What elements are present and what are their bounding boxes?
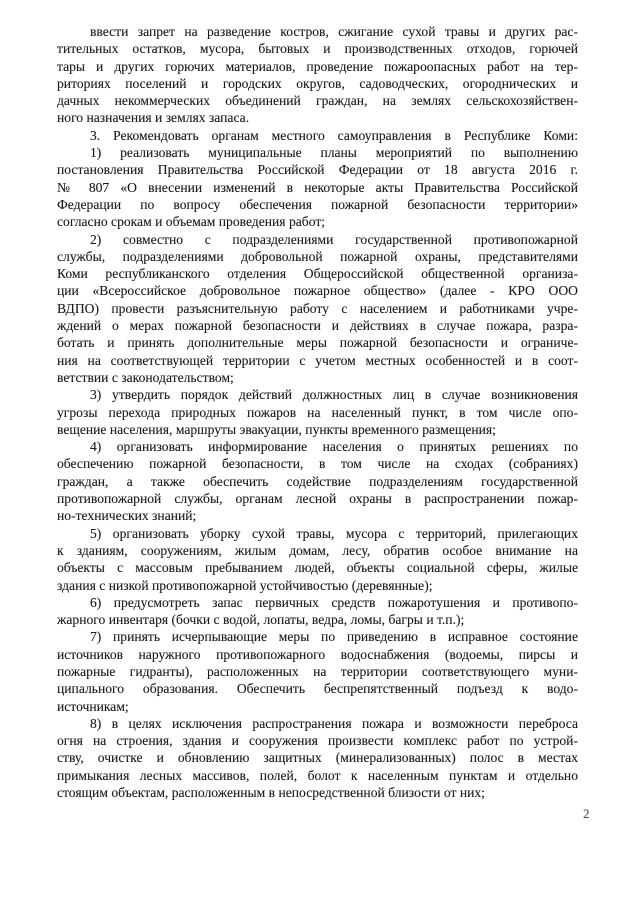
text-line: риториях поселений и городских округов, садоводческих, огороднических и	[57, 75, 578, 91]
text-line: вещение населения, маршруты эвакуации, пункты временного размещения;	[57, 421, 496, 437]
text-line: ству, очистке и обновлению защитных (минерализованных) полос в местах	[57, 750, 578, 766]
paragraph	[57, 144, 578, 230]
text-line: угрозы перехода природных пожаров на населенный пункт, в том числе опо-	[57, 404, 578, 420]
text-line: Федерации по вопросу обеспечения пожарной безопасности территории»	[57, 196, 578, 212]
text-line: примыкания лесных массивов, полей, болот к населенным пунктам и отдельно	[57, 767, 578, 783]
text-line: противопожарной службы, органам лесной охраны в распространении пожар-	[57, 491, 578, 507]
text-line: 2) совместно с подразделениями государственной противопожарной	[90, 231, 578, 247]
text-line: объекты с массовым пребыванием людей, объекты социальной сферы, жилые	[57, 560, 578, 576]
paragraph	[57, 231, 578, 387]
text-line: стоящим объектам, расположенным в непосредственной близости от них;	[57, 785, 485, 801]
text-line: № 807 «О внесении изменений в некоторые акты Правительства Российской	[57, 179, 578, 195]
text-line: 5) организовать уборку сухой травы, мусора с территорий, прилегающих	[90, 525, 578, 541]
text-line: ния на соответствующей территории с учетом местных особенностей и в соот-	[57, 352, 578, 368]
text-line: но-технических знаний;	[57, 508, 197, 524]
text-line: ботать и принять дополнительные меры пожарной безопасности и ограниче-	[57, 335, 578, 351]
paragraph	[57, 715, 578, 801]
text-line: 3. Рекомендовать органам местного самоуправления в Республике Коми:	[90, 127, 578, 143]
text-line: дачных некоммерческих объединений граждан, на землях сельскохозяйствен-	[57, 93, 578, 109]
text-line: источников наружного противопожарного водоснабжения (водоемы, пирсы и	[57, 646, 578, 662]
text-line: граждан, а также обеспечить содействие подразделениям государственной	[57, 473, 578, 489]
text-line: обеспечению пожарной безопасности, в том числе на сходах (собраниях)	[57, 456, 578, 472]
paragraph	[57, 628, 578, 714]
text-line: пожарные гидранты), расположенных на территории соответствующего муни-	[57, 663, 578, 679]
text-line: ввести запрет на разведение костров, сжигание сухой травы и других рас-	[90, 24, 578, 39]
text-line: 4) организовать информирование населения о принятых решениях по	[90, 439, 578, 455]
paragraph	[57, 438, 578, 524]
text-line: ципального образования. Обеспечить беспрепятственный подъезд к водо-	[57, 681, 578, 697]
text-line: 6) предусмотреть запас первичных средств пожаротушения и противопо-	[90, 594, 578, 610]
text-line: ного назначения и землях запаса.	[57, 110, 250, 126]
document-body	[57, 23, 578, 801]
text-line: ветствии с законодательством;	[57, 369, 234, 385]
text-line: здания с низкой противопожарной устойчивостью (деревянные);	[57, 577, 433, 593]
text-line: жарного инвентаря (бочки с водой, лопаты, ведра, ломы, багры и т.п.);	[57, 612, 465, 628]
text-line: 7) принять исчерпывающие меры по приведению в исправное состояние	[90, 629, 578, 645]
text-line: тары и других горючих материалов, проведение пожароопасных работ на тер-	[57, 58, 578, 74]
paragraph	[57, 127, 578, 144]
text-line: источникам;	[57, 698, 129, 714]
text-line: к зданиям, сооружениям, жилым домам, лесу, обратив особое внимание на	[57, 542, 578, 558]
text-line: постановления Правительства Российской Федерации от 18 августа 2016 г.	[57, 162, 578, 178]
text-line: огня на строения, здания и сооружения произвести комплекс работ по устрой-	[57, 733, 578, 749]
text-line: тительных остатков, мусора, бытовых и производственных отходов, горючей	[57, 41, 578, 57]
text-line: 8) в целях исключения распространения пожара и возможности переброса	[90, 715, 578, 731]
paragraph	[57, 386, 578, 438]
paragraph	[57, 594, 578, 629]
paragraph	[57, 23, 578, 127]
text-line: ВДПО) провести разъяснительную работу с населением и работниками учре-	[57, 300, 578, 316]
text-line: 1) реализовать муниципальные планы мероприятий по выполнению	[90, 145, 578, 161]
text-line: ждений о мерах пожарной безопасности и действиях в случае пожара, разра-	[57, 318, 578, 334]
text-line: ции «Всероссийское добровольное пожарное общество» (далее - КРО ООО	[57, 283, 578, 299]
text-line: 3) утвердить порядок действий должностных лиц в случае возникновения	[90, 387, 578, 403]
text-line: службы, подразделениями добровольной пожарной охраны, представителями	[57, 248, 578, 264]
text-line: согласно срокам и объемам проведения работ;	[57, 214, 326, 230]
text-line: Коми республиканского отделения Общероссийской общественной организа-	[57, 266, 578, 282]
page-number: 2	[583, 806, 590, 821]
paragraph	[57, 525, 578, 594]
